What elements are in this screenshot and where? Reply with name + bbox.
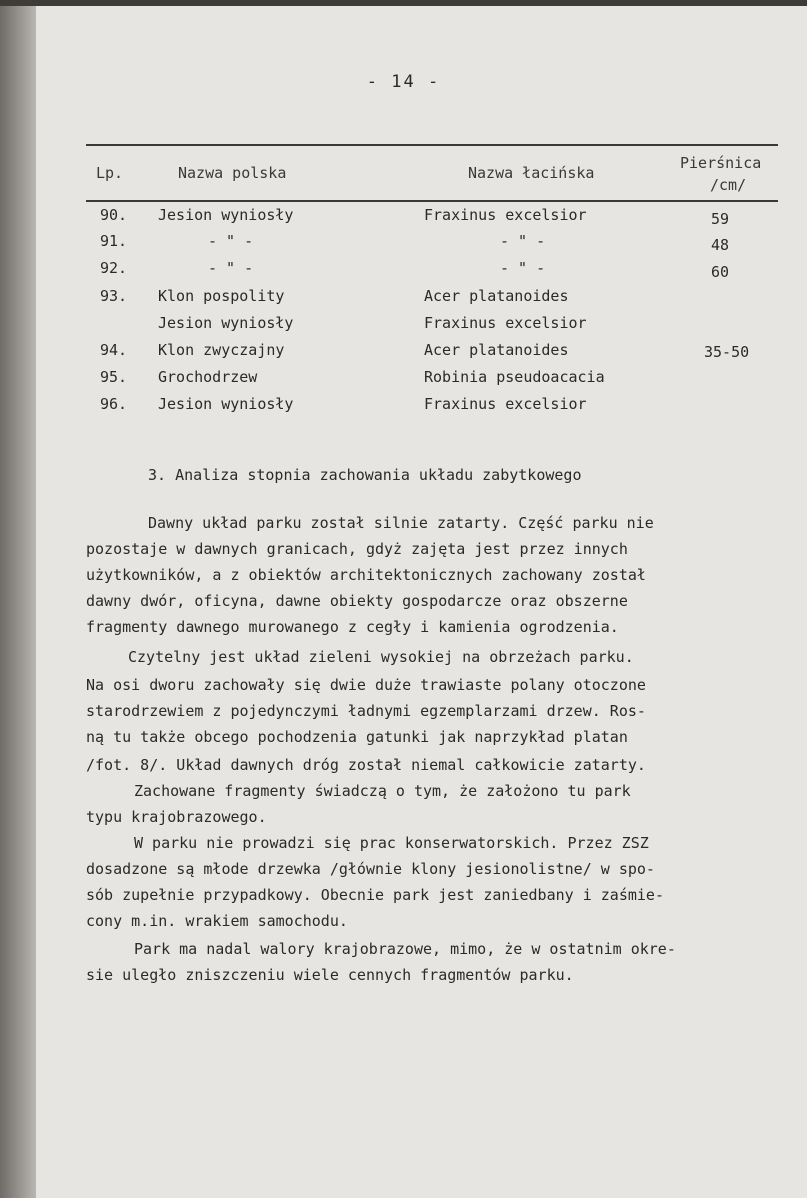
body-line: /fot. 8/. Układ dawnych dróg został niemal całkowicie zatarty.: [86, 756, 646, 774]
row-lp: 94.: [100, 341, 128, 359]
body-line: użytkowników, a z obiektów architektonicznych zachowany został: [86, 566, 646, 584]
body-line: Czytelny jest układ zieleni wysokiej na obrzeżach parku.: [128, 648, 634, 666]
row-name-pl: - " -: [208, 259, 254, 277]
row-name-pl: Grochodrzew: [158, 368, 258, 386]
row-name-lat: - " -: [500, 259, 546, 277]
body-line: Zachowane fragmenty świadczą o tym, że założono tu park: [134, 782, 631, 800]
header-nazwa-polska: Nazwa polska: [178, 164, 287, 182]
row-lp: 90.: [100, 206, 128, 224]
body-line: typu krajobrazowego.: [86, 808, 267, 826]
body-line: Park ma nadal walory krajobrazowe, mimo, że w ostatnim okre-: [134, 940, 676, 958]
section-heading: 3. Analiza stopnia zachowania układu zabytkowego: [148, 466, 582, 484]
body-line: sób zupełnie przypadkowy. Obecnie park jest zaniedbany i zaśmie-: [86, 886, 664, 904]
body-line: Dawny układ parku został silnie zatarty. Część parku nie: [148, 514, 654, 532]
row-name-pl: Jesion wyniosły: [158, 314, 294, 332]
row-diameter: 60: [711, 263, 730, 281]
body-line: sie uległo zniszczeniu wiele cennych fragmentów parku.: [86, 966, 574, 984]
row-name-pl: Klon pospolity: [158, 287, 285, 305]
top-edge: [0, 0, 807, 6]
body-line: Na osi dworu zachowały się dwie duże trawiaste polany otoczone: [86, 676, 646, 694]
body-line: ną tu także obcego pochodzenia gatunki jak naprzykład platan: [86, 728, 628, 746]
row-name-lat: Fraxinus excelsior: [424, 395, 587, 413]
body-line: dawny dwór, oficyna, dawne obiekty gospodarcze oraz obszerne: [86, 592, 628, 610]
row-name-lat: Robinia pseudoacacia: [424, 368, 605, 386]
table-top-rule: [86, 144, 778, 146]
header-lp: Lp.: [96, 164, 124, 182]
row-name-lat: Acer platanoides: [424, 341, 569, 359]
body-line: pozostaje w dawnych granicach, gdyż zajęta jest przez innych: [86, 540, 628, 558]
row-name-pl: Jesion wyniosły: [158, 395, 294, 413]
row-diameter: 35-50: [704, 343, 750, 361]
page-binding-edge: [0, 0, 36, 1198]
row-diameter: 48: [711, 236, 730, 254]
row-lp: 96.: [100, 395, 128, 413]
header-nazwa-lacinska: Nazwa łacińska: [468, 164, 595, 182]
row-name-lat: Fraxinus excelsior: [424, 314, 587, 332]
body-line: cony m.in. wrakiem samochodu.: [86, 912, 348, 930]
body-line: W parku nie prowadzi się prac konserwatorskich. Przez ZSZ: [134, 834, 649, 852]
row-name-lat: Fraxinus excelsior: [424, 206, 587, 224]
body-line: fragmenty dawnego murowanego z cegły i kamienia ogrodzenia.: [86, 618, 619, 636]
row-diameter: 59: [711, 210, 730, 228]
header-piersnica: Pierśnica: [680, 154, 762, 172]
table-header-rule: [86, 200, 778, 202]
row-name-pl: Jesion wyniosły: [158, 206, 294, 224]
header-piersnica-unit: /cm/: [710, 176, 747, 194]
page-number: - 14 -: [366, 72, 441, 92]
row-lp: 93.: [100, 287, 128, 305]
row-lp: 91.: [100, 232, 128, 250]
row-lp: 95.: [100, 368, 128, 386]
row-name-pl: Klon zwyczajny: [158, 341, 285, 359]
row-name-pl: - " -: [208, 232, 254, 250]
body-line: starodrzewiem z pojedynczymi ładnymi egzemplarzami drzew. Ros-: [86, 702, 646, 720]
row-lp: 92.: [100, 259, 128, 277]
body-line: dosadzone są młode drzewka /głównie klony jesionolistne/ w spo-: [86, 860, 655, 878]
row-name-lat: Acer platanoides: [424, 287, 569, 305]
row-name-lat: - " -: [500, 232, 546, 250]
